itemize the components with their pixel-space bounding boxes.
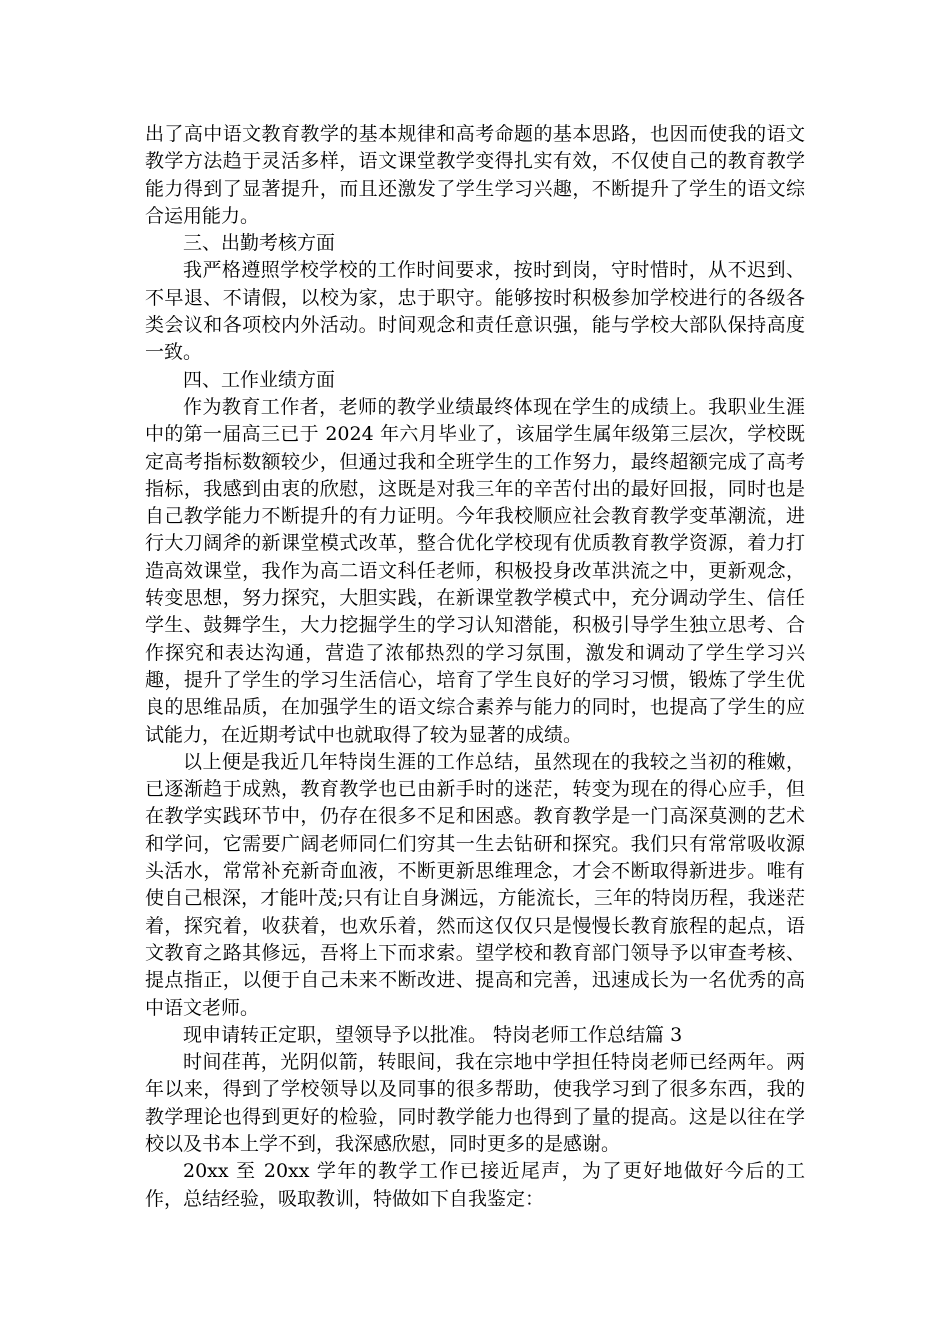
paragraph-summary: 以上便是我近几年特岗生涯的工作总结，虽然现在的我较之当初的稚嫩，已逐渐趋于成熟，教育教学也已由新手时的迷茫，转变为现在的得心应手，但在教学实践环节中，仍存在很多不足和困惑。教育教学是一门高深莫测的艺术和学问，它需要广阔老师同仁们穷其一生去钻研和探究。我们只有常常吸收源头活水，常常补充新奇血液，不断更新思维理念，才会不断取得新进步。唯有使自己根深，才能叶茂;只有让自身渊远，方能流长，三年的特岗历程，我迷茫着，探究着，收获着，也欢乐着，然而这仅仅只是慢慢长教育旅程的起点，语文教育之路其修远，吾将上下而求索。望学校和教育部门领导予以审查考核、提点指正，以便于自己未来不断改进、提高和完善，迅速成长为一名优秀的高中语文老师。 [145, 750, 805, 1019]
paragraph-performance: 作为教育工作者，老师的教学业绩最终体现在学生的成绩上。我职业生涯中的第一届高三已于 2024 年六月毕业了，该届学生属年级第三层次，学校既定高考指标数额较少，但通过我和全班学生的工作努力，最终超额完成了高考指标，我感到由衷的欣慰，这既是对我三年的辛苦付出的最好回报，同时也是自己教学能力不断提升的有力证明。今年我校顺应社会教育教学变革潮流，进行大刀阔斧的新课堂模式改革，整合优化学校现有优质教育教学资源，着力打造高效课堂，我作为高二语文科任老师，积极投身改革洪流之中，更新观念，转变思想，努力探究，大胆实践，在新课堂教学模式中，充分调动学生、信任学生、鼓舞学生，大力挖掘学生的学习认知潜能，积极引导学生独立思考、合作探究和表达沟通，营造了浓郁热烈的学习氛围，激发和调动了学生学习兴趣，提升了学生的学习生活信心，培育了学生良好的学习习惯，锻炼了学生优良的思维品质，在加强学生的语文综合素养与能力的同时，也提高了学生的应试能力，在近期考试中也就取得了较为显著的成绩。 [145, 395, 805, 746]
document-page [145, 121, 805, 1213]
paragraph-article3-intro: 时间荏苒，光阴似箭，转眼间，我在宗地中学担任特岗老师已经两年。两年以来，得到了学校领导以及同事的很多帮助，使我学习到了很多东西，我的教学理论也得到更好的检验，同时教学能力也得到了量的提高。这是以往在学校以及书本上学不到，我深感欣慰，同时更多的是感谢。 [145, 1051, 805, 1155]
section-heading-attendance: 三、出勤考核方面 [183, 232, 336, 255]
section-heading-performance: 四、工作业绩方面 [183, 368, 336, 391]
paragraph-request: 现申请转正定职，望领导予以批准。 特岗老师工作总结篇 3 [183, 1023, 683, 1046]
paragraph-attendance: 我严格遵照学校学校的工作时间要求，按时到岗，守时惜时，从不迟到、不早退、不请假，以校为家，忠于职守。能够按时积极参加学校进行的各级各类会议和各项校内外活动。时间观念和责任意识强，能与学校大部队保持高度一致。 [145, 259, 805, 364]
paragraph-article3-appraisal: 20xx 至 20xx 学年的教学工作已接近尾声，为了更好地做好今后的工作，总结经验，吸取教训，特做如下自我鉴定： [145, 1160, 805, 1210]
paragraph-continued: 出了高中语文教育教学的基本规律和高考命题的基本思路，也因而使我的语文教学方法趋于灵活多样，语文课堂教学变得扎实有效，不仅使自己的教育教学能力得到了显著提升，而且还激发了学生学习兴趣，不断提升了学生的语文综合运用能力。 [145, 123, 805, 227]
